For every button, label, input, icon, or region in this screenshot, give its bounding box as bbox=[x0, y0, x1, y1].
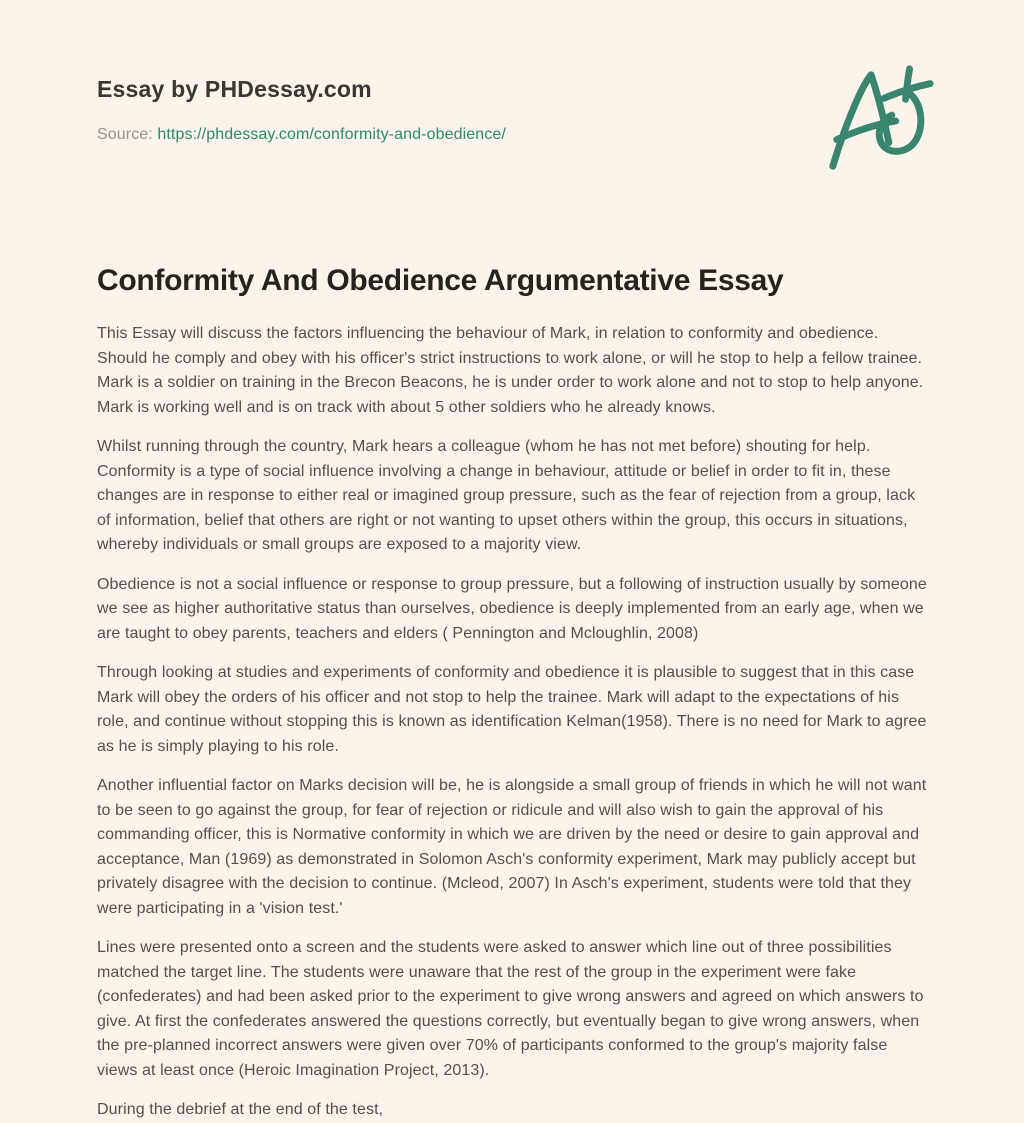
page-title: Conformity And Obedience Argumentative Essay bbox=[97, 264, 784, 297]
essay-body bbox=[97, 322, 927, 1123]
source-label: Source: bbox=[97, 126, 153, 143]
essay-paragraph: This Essay will discuss the factors influencing the behaviour of Mark, in relation to conformity and obedience. Should he comply and obey with his officer's strict instructions to work alone, or will he stop to help a fellow trainee. Mark is a soldier on training in the Brecon Beacons, he is under order to work alone and not to stop to help anyone. Mark is working well and is on track with about 5 other soldiers who he already knows. bbox=[97, 325, 924, 416]
essay-paragraph: Another influential factor on Marks decision will be, he is alongside a small group of friends in which he will not want to be seen to go against the group, for fear of rejection or ridicule and will also wish to gain the approval of his commanding officer, this is Normative conformity in which we are driven by the need or desire to gain approval and acceptance, Man (1969) as demonstrated in Solomon Asch's conformity experiment, Mark may publicly accept but privately disagree with the decision to continue. (Mcleod, 2007) In Asch's experiment, students were told that they were participating in a 'vision test.' bbox=[97, 777, 927, 917]
header-text-block bbox=[97, 62, 506, 144]
source-link[interactable]: https://phdessay.com/conformity-and-obedience/ bbox=[157, 126, 506, 143]
byline: Essay by PHDessay.com bbox=[97, 76, 372, 102]
essay-paragraph: Through looking at studies and experiments of conformity and obedience it is plausible to suggest that in this case Mark will obey the orders of his officer and not stop to help the trainee. Mark will adapt to the expectations of his role, and continue without stopping this is known as identification Kelman(1958). There is no need for Mark to agree as he is simply playing to his role. bbox=[97, 664, 927, 755]
essay-paragraph: Whilst running through the country, Mark hears a colleague (whom he has not met before) shouting for help. Conformity is a type of social influence involving a change in behaviour, attitude or belief in order to fit in, these changes are in response to either real or imagined group pressure, such as the fear of rejection from a group, lack of information, belief that others are right or not wanting to upset others within the group, this occurs in situations, whereby individuals or small groups are exposed to a majority view. bbox=[97, 438, 916, 553]
a-plus-logo-icon bbox=[820, 62, 940, 180]
essay-paragraph: During the debrief at the end of the test, bbox=[97, 1101, 384, 1118]
source-line bbox=[97, 126, 506, 144]
page-header bbox=[97, 62, 927, 180]
essay-paragraph: Lines were presented onto a screen and the students were asked to answer which line out of three possibilities matched the target line. The students were unaware that the rest of the group in the experiment were fake (confederates) and had been asked prior to the experiment to give wrong answers and agreed on which answers to give. At first the confederates answered the questions correctly, but eventually began to give wrong answers, when the pre-planned incorrect answers were given over 70% of participants conformed to the group's majority false views at least once (Heroic Imagination Project, 2013). bbox=[97, 939, 924, 1079]
essay-paragraph: Obedience is not a social influence or response to group pressure, but a following of instruction usually by someone we see as higher authoritative status than ourselves, obedience is deeply implemented from an early age, when we are taught to obey parents, teachers and elders ( Pennington and Mcloughlin, 2008) bbox=[97, 575, 927, 642]
